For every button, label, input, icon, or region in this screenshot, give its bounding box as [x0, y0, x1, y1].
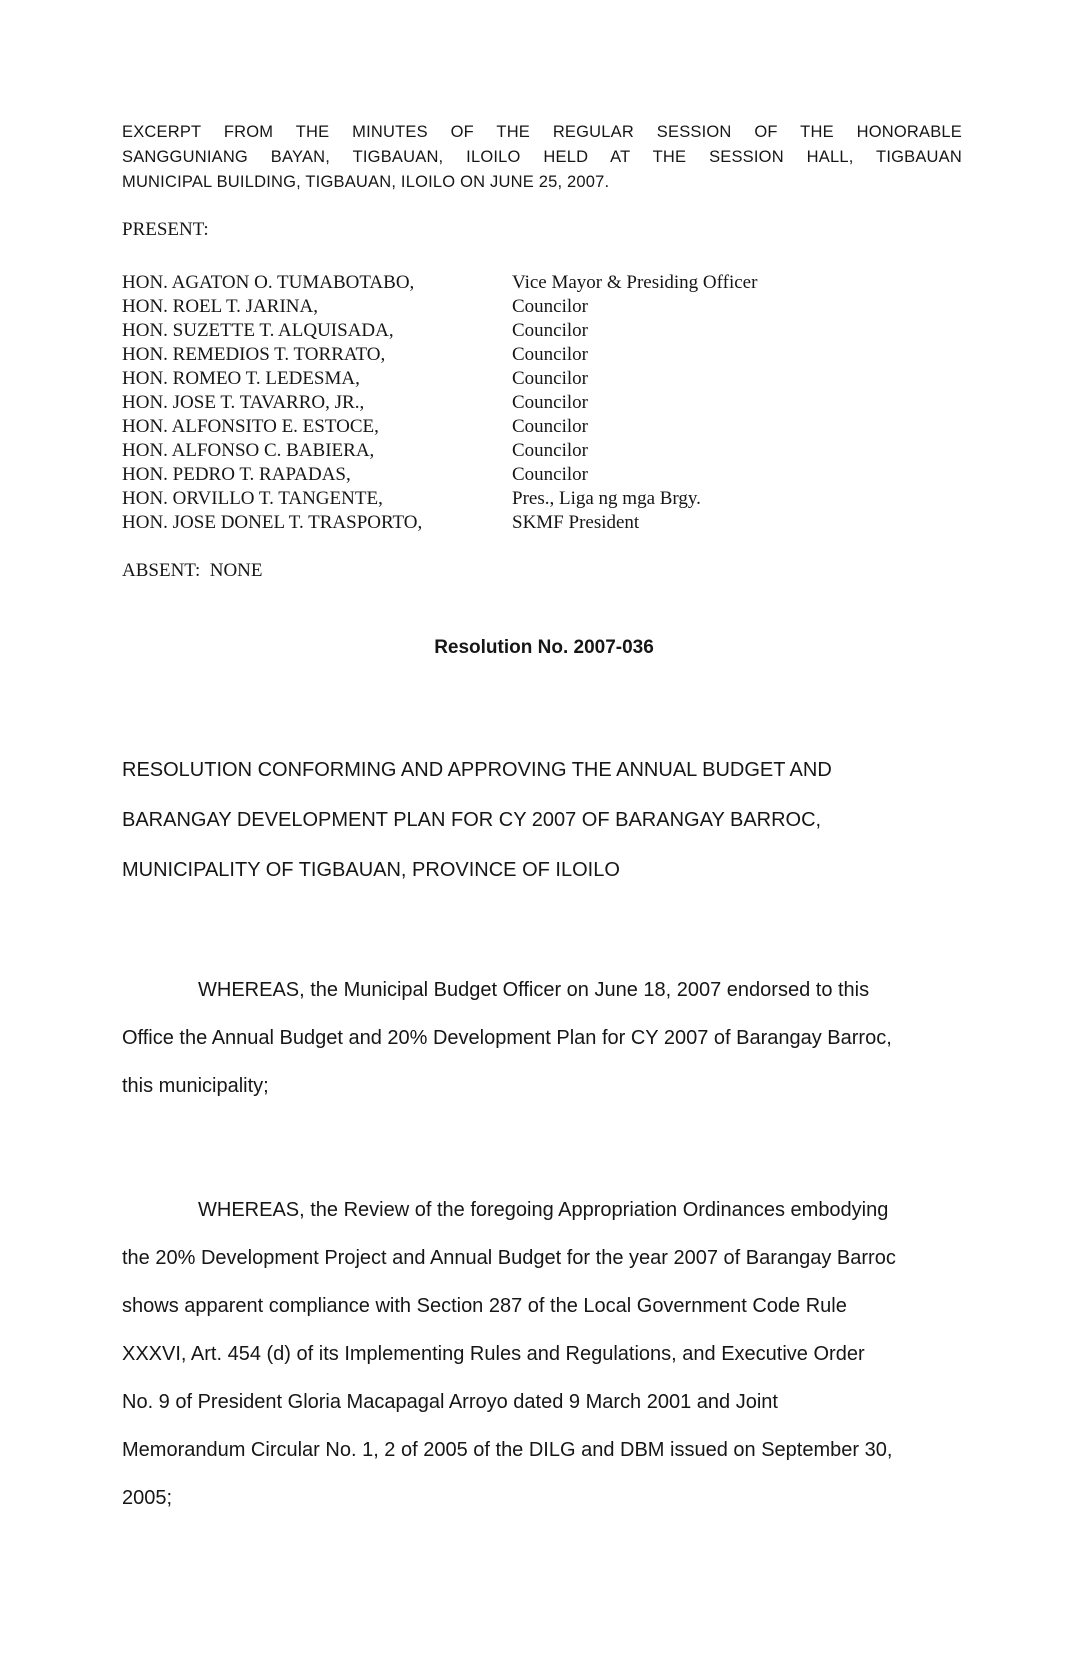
header-line: MUNICIPAL BUILDING, TIGBAUAN, ILOILO ON JUNE 25, 2007.	[122, 173, 610, 191]
attendee-row	[122, 271, 757, 295]
body-line: WHEREAS, the Review of the foregoing Appropriation Ordinances embodying	[198, 1199, 889, 1221]
body-line: No. 9 of President Gloria Macapagal Arroyo dated 9 March 2001 and Joint	[122, 1391, 778, 1413]
attendee-role: Pres., Liga ng mga Brgy.	[512, 488, 701, 509]
attendee-role: Councilor	[512, 344, 588, 365]
whereas-paragraph-1	[122, 966, 992, 1110]
attendee-role: Councilor	[512, 440, 588, 461]
attendee-name: HON. ALFONSITO E. ESTOCE,	[122, 416, 379, 437]
attendee-name: HON. REMEDIOS T. TORRATO,	[122, 344, 386, 365]
attendee-row	[122, 391, 757, 415]
resolution-title-line: MUNICIPALITY OF TIGBAUAN, PROVINCE OF ILOILO	[122, 859, 620, 881]
header-line: SANGGUNIANG BAYAN, TIGBAUAN, ILOILO HELD AT THE SESSION HALL, TIGBAUAN	[122, 148, 962, 166]
attendee-name: HON. ALFONSO C. BABIERA,	[122, 440, 375, 461]
attendee-role: Councilor	[512, 296, 588, 317]
body-line: 2005;	[122, 1487, 173, 1509]
resolution-number: Resolution No. 2007-036	[434, 637, 654, 658]
attendee-role: Councilor	[512, 464, 588, 485]
attendee-name: HON. JOSE T. TAVARRO, JR.,	[122, 392, 365, 413]
attendee-name: HON. SUZETTE T. ALQUISADA,	[122, 320, 394, 341]
resolution-title-line: BARANGAY DEVELOPMENT PLAN FOR CY 2007 OF BARANGAY BARROC,	[122, 809, 822, 831]
body-line: XXXVI, Art. 454 (d) of its Implementing Rules and Regulations, and Executive Order	[122, 1343, 865, 1365]
body-line: Memorandum Circular No. 1, 2 of 2005 of the DILG and DBM issued on September 30,	[122, 1439, 893, 1461]
attendee-role: Councilor	[512, 416, 588, 437]
attendee-name: HON. JOSE DONEL T. TRASPORTO,	[122, 512, 423, 533]
attendee-name: HON. ROMEO T. LEDESMA,	[122, 368, 360, 389]
resolution-title-paragraph	[122, 745, 982, 895]
attendee-name: HON. ORVILLO T. TANGENTE,	[122, 488, 383, 509]
attendee-row	[122, 463, 757, 487]
attendee-row	[122, 487, 757, 511]
attendee-role: SKMF President	[512, 512, 640, 533]
attendee-row	[122, 415, 757, 439]
attendee-role: Councilor	[512, 392, 588, 413]
body-line: WHEREAS, the Municipal Budget Officer on June 18, 2007 endorsed to this	[198, 979, 870, 1001]
whereas-paragraph-2	[122, 1186, 992, 1522]
attendee-row	[122, 319, 757, 343]
attendee-role: Councilor	[512, 368, 588, 389]
header-paragraph	[122, 120, 962, 195]
attendee-role: Vice Mayor & Presiding Officer	[512, 272, 758, 293]
attendee-role: Councilor	[512, 320, 588, 341]
present-label: PRESENT:	[122, 219, 209, 240]
absent-label: ABSENT: NONE	[122, 560, 263, 581]
body-line: the 20% Development Project and Annual Budget for the year 2007 of Barangay Barroc	[122, 1247, 896, 1269]
attendee-row	[122, 367, 757, 391]
attendee-row	[122, 511, 757, 535]
attendee-name: HON. ROEL T. JARINA,	[122, 296, 318, 317]
attendees-list	[122, 271, 757, 535]
resolution-title-line: RESOLUTION CONFORMING AND APPROVING THE ANNUAL BUDGET AND	[122, 759, 832, 781]
body-line: Office the Annual Budget and 20% Development Plan for CY 2007 of Barangay Barroc,	[122, 1027, 892, 1049]
attendee-name: HON. AGATON O. TUMABOTABO,	[122, 272, 415, 293]
attendee-row	[122, 295, 757, 319]
header-line: EXCERPT FROM THE MINUTES OF THE REGULAR SESSION OF THE HONORABLE	[122, 123, 962, 141]
body-line: shows apparent compliance with Section 287 of the Local Government Code Rule	[122, 1295, 847, 1317]
attendee-name: HON. PEDRO T. RAPADAS,	[122, 464, 351, 485]
body-line: this municipality;	[122, 1075, 269, 1097]
attendee-row	[122, 439, 757, 463]
attendee-row	[122, 343, 757, 367]
